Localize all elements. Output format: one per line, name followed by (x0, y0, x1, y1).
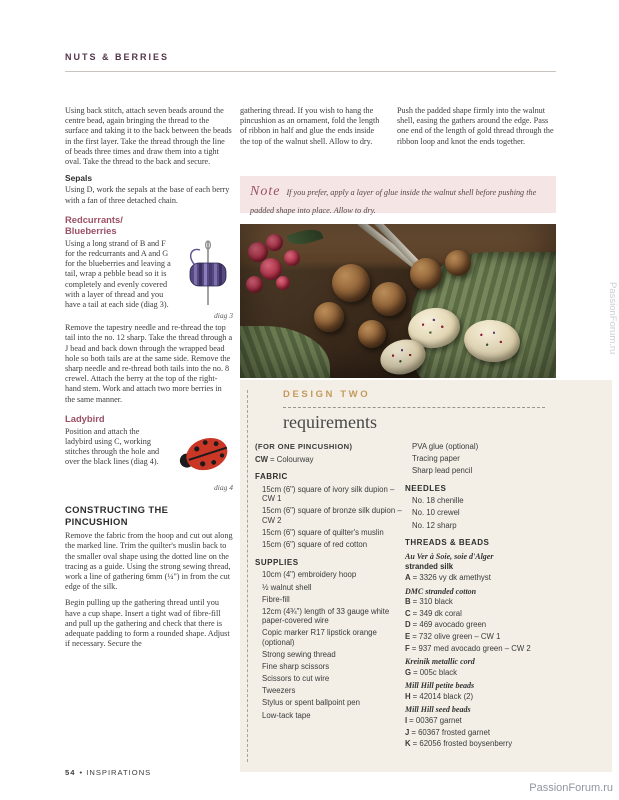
page-number: 54 (65, 768, 76, 777)
panel-dashed-border (247, 390, 248, 762)
supplies-item: Fibre-fill (262, 594, 290, 604)
thread-key: D (405, 620, 411, 630)
misc-item: Tracing paper (412, 454, 460, 464)
section-header: NUTS & BERRIES (65, 52, 170, 62)
thread-entry (405, 716, 601, 726)
supplies-item: ½ walnut shell (262, 582, 312, 592)
misc-item: PVA glue (optional) (412, 442, 479, 451)
thread-brand: DMC stranded cotton (405, 586, 477, 596)
thread-value: = 937 med avocado green – CW 2 (411, 643, 531, 653)
colourway-key: CW (255, 454, 268, 464)
threads-heading: THREADS & BEADS (405, 538, 490, 548)
misc-item: Sharp lead pencil (412, 466, 473, 476)
thread-value: = 00367 garnet (409, 716, 462, 726)
needles-item: No. 18 chenille (412, 496, 464, 506)
thread-entry (405, 620, 601, 630)
article-column-3 (397, 106, 556, 153)
diagram-3-figure (177, 239, 233, 321)
ladybird-heading: Ladybird (65, 412, 105, 424)
diagram-4-figure (171, 429, 233, 493)
thread-key: E (405, 631, 411, 641)
note-label: Note (250, 184, 281, 199)
paragraph-construct-1: Remove the fabric from the hoop and cut out along the marked line. Trim the quilter's muslin back to the smaller oval shape using the dotted line on the tracing as a guide. Using the strong sewing thread, work a line of gathering 6mm (¼") in from the cut edge of the silk. (65, 531, 233, 592)
thread-key: H (405, 691, 411, 701)
thread-key: C (405, 608, 411, 618)
sepals-heading: Sepals (65, 173, 93, 184)
thread-entry (405, 728, 601, 738)
thread-value: = 469 avocado green (412, 620, 487, 630)
fabric-item: 15cm (6") square of bronze silk dupion – CW 2 (262, 506, 402, 526)
thread-key: B (405, 597, 411, 607)
thread-value: = 732 olive green – CW 1 (412, 631, 501, 641)
paragraph-redcurrants: Using a long strand of B and F for the redcurrants and A and G for the blueberries and leaving a tail, wrap a pebble bead so it is completely and evenly covered with a layer of thread and you have a tail at each side (diag 3). (65, 238, 171, 310)
supplies-item: Copic marker R17 lipstick orange (optional) (262, 628, 377, 647)
supplies-item: 12cm (4¾") length of 33 gauge white paper-covered wire (262, 606, 390, 626)
thread-entry (405, 609, 601, 619)
thread-key: G (405, 667, 412, 677)
thread-brand: Mill Hill seed beads (405, 705, 471, 715)
thread-entry (405, 644, 601, 654)
photo-vignette (240, 224, 556, 378)
supplies-item: Scissors to cut wire (262, 674, 330, 684)
note-text: If you prefer, apply a layer of glue inside the walnut shell before pushing the padded shape into place. Allow to dry. (250, 188, 537, 215)
paragraph-construct-2: Begin pulling up the gathering thread until you have a cup shape. Insert a tight wad of fibre-fill and pull up the gathering and check that there is adequate padding to form a rounded shape. Adjust if necessary. Secure the (65, 598, 230, 649)
article-column-2 (240, 106, 381, 153)
requirements-title: requirements (283, 412, 377, 432)
thread-brand-line2: stranded silk (405, 562, 454, 572)
thread-brand: Mill Hill petite beads (405, 681, 475, 691)
paragraph-gathering: gathering thread. If you wish to hang the pincushion as an ornament, fold the length of ribbon in half and glue the ends inside the top of the walnut shell. Allow to dry. (240, 106, 380, 146)
paragraph-beads: Using back stitch, attach seven beads around the centre bead, again bringing the thread to the surface and taking it to the back between the beads in the first layer. Take the thread through the line of beads three times and draw them into a tight oval. Take the thread to the back and secure. (65, 106, 232, 167)
supplies-item: Low-tack tape (262, 710, 311, 720)
diagram-3-label: diag 3 (214, 311, 233, 321)
needles-heading: NEEDLES (405, 483, 447, 493)
thread-brand: Au Ver à Soie, soie d'Alger (405, 551, 494, 561)
thread-key: K (405, 739, 411, 749)
watermark-side: PassionForum.ru (607, 282, 618, 355)
redcurrants-block (65, 239, 233, 323)
header-rule (65, 71, 556, 72)
colourway-value: = Colourway (270, 454, 314, 464)
thread-value: = 62056 frosted boysenberry (412, 739, 513, 749)
fabric-heading: FABRIC (255, 472, 288, 482)
thread-value: = 349 dk coral (412, 608, 462, 618)
requirements-panel (240, 380, 612, 772)
supplies-item: Fine sharp scissors (262, 662, 330, 672)
supplies-item: 10cm (4") embroidery hoop (262, 570, 357, 580)
requirements-subtitle: (FOR ONE PINCUSHION) (255, 442, 353, 451)
needles-item: No. 12 sharp (412, 520, 457, 530)
thread-value: = 60367 frosted garnet (411, 727, 491, 737)
thread-entry (405, 668, 601, 678)
thread-key: J (405, 727, 410, 737)
requirements-column-right (405, 442, 601, 751)
fabric-item: 15cm (6") square of red cotton (262, 540, 368, 550)
thread-value: = 3326 vy dk amethyst (412, 572, 491, 582)
paragraph-ladybird: Position and attach the ladybird using C, working stitches through the hole and over the black lines (diag 4). (65, 426, 160, 467)
watermark: PassionForum.ru (529, 782, 613, 794)
colourway-note (255, 455, 403, 465)
design-two-kicker: DESIGN TWO (283, 389, 371, 400)
diagram-4-label: diag 4 (214, 483, 233, 493)
thread-entry (405, 597, 601, 607)
thread-entry (405, 739, 601, 749)
thread-key: A (405, 572, 411, 582)
thread-value: = 005c black (413, 667, 458, 677)
thread-value: = 42014 black (2) (412, 691, 474, 701)
needles-item: No. 10 crewel (412, 508, 460, 518)
redcurrants-heading: Redcurrants/ Blueberries (65, 213, 123, 236)
thread-brand: Kreinik metallic cord (405, 657, 475, 667)
wrapped-bead-diagram (183, 239, 233, 307)
note-box (240, 176, 556, 213)
requirements-column-left (255, 442, 403, 723)
thread-value: = 310 black (412, 597, 453, 607)
ladybird-block (65, 427, 233, 495)
thread-key: I (405, 716, 408, 726)
supplies-item: Tweezers (262, 686, 296, 696)
photo-walnuts-and-pincushions (240, 224, 556, 378)
paragraph-sepals: Using D, work the sepals at the base of each berry with a fan of three detached chain. (65, 185, 230, 205)
paragraph-padded-shape: Push the padded shape firmly into the walnut shell, easing the gathers around the edge. Pass one end of the length of gold thread through the ribbon loop and knot the ends together. (397, 106, 554, 146)
fabric-item: 15cm (6") square of quilter's muslin (262, 528, 384, 538)
thread-entry (405, 632, 601, 642)
paragraph-berry-attach: Remove the tapestry needle and re-thread the top tail into the no. 12 sharp. Take the thread through a J bead and back down through the wrapped bead hole so both tails are at the same side. Remove the sharp needle and re-thread both tails into the no. 8 crewel. Attach the berry at the top of the right-hand stem. Work and attach two more berries in the same manner. (65, 323, 233, 404)
ladybird-diagram (175, 429, 233, 479)
supplies-heading: SUPPLIES (255, 557, 299, 567)
magazine-name: • INSPIRATIONS (79, 768, 152, 777)
thread-key: F (405, 643, 410, 653)
thread-entry (405, 692, 601, 702)
supplies-item: Strong sewing thread (262, 650, 336, 660)
page-footer (65, 768, 151, 777)
thread-entry (405, 573, 601, 583)
supplies-item: Stylus or spent ballpoint pen (262, 698, 360, 708)
article-column-1 (65, 106, 233, 656)
design-dashed-rule (283, 407, 545, 408)
fabric-item: 15cm (6") square of ivory silk dupion – CW 1 (262, 484, 395, 504)
constructing-heading: CONSTRUCTING THE PINCUSHION (65, 504, 169, 527)
